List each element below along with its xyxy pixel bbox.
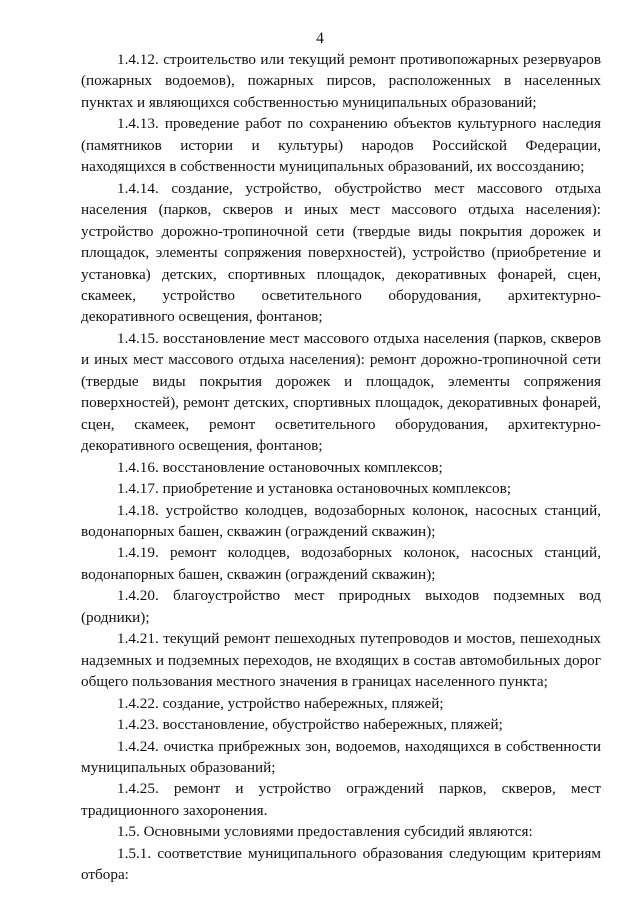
paragraph-1-5-1: 1.5.1. соответствие муниципального образования следующим критериям отбора: [81, 844, 601, 884]
paragraph-1-4-12: 1.4.12. строительство или текущий ремонт противопожарных резервуаров (пожарных водоемов), пожарных пирсов, расположенных в населенных пунктах и являющихся собственностью муниципальных образований; [81, 51, 601, 111]
paragraph-1-4-18: 1.4.18. устройство колодцев, водозаборных колонок, насосных станций, водонапорных башен, скважин (ограждений скважин); [81, 501, 601, 540]
paragraph-1-4-17: 1.4.17. приобретение и установка остановочных комплексов; [117, 480, 511, 498]
paragraph-1-4-23: 1.4.23. восстановление, обустройство набережных, пляжей; [117, 716, 503, 734]
paragraph-1-4-16: 1.4.16. восстановление остановочных комплексов; [117, 458, 443, 476]
paragraph-1-4-14: 1.4.14. создание, устройство, обустройство мест массового отдыха населения (парков, скверов и иных мест массового отдыха населения): устройство дорожно-тропиночной сети (твердые виды покрытия дорожек и площадок, элементы сопряжения поверхностей), устройство (приобретение и установка) детских, спортивных площадок, декоративных фонарей, сцен, скамеек, устройство осветительного оборудования, архитектурно-декоративного освещения, фонтанов; [81, 179, 601, 326]
paragraph-1-4-20: 1.4.20. благоустройство мест природных выходов подземных вод (родники); [81, 587, 601, 626]
paragraph-1-4-15: 1.4.15. восстановление мест массового отдыха населения (парков, скверов и иных мест массового отдыха населения): ремонт дорожно-тропиночной сети (твердые виды покрытия дорожек и площадок, элементы сопряжения поверхностей), ремонт детских, спортивных площадок, декоративных фонарей, сцен, скамеек, ремонт осветительного оборудования, архитектурно-декоративного освещения, фонтанов; [81, 329, 601, 455]
paragraph-1-4-21: 1.4.21. текущий ремонт пешеходных путепроводов и мостов, пешеходных надземных и подземных переходов, не входящих в состав автомобильных дорог общего пользования местного значения в границах населенного пункта; [81, 630, 601, 691]
page-number: 4 [316, 30, 324, 47]
paragraph-1-4-19: 1.4.19. ремонт колодцев, водозаборных колонок, насосных станций, водонапорных башен, скважин (ограждений скважин); [81, 544, 601, 583]
paragraph-1-4-25: 1.4.25. ремонт и устройство ограждений парков, скверов, мест традиционного захоронения. [81, 780, 601, 819]
paragraph-1-4-13: 1.4.13. проведение работ по сохранению объектов культурного наследия (памятников истории и культуры) народов Российской Федерации, находящихся в собственности муниципальных образований, их воссозданию; [81, 115, 601, 176]
paragraph-1-5: 1.5. Основными условиями предоставления субсидий являются: [117, 823, 533, 841]
paragraph-1-4-22: 1.4.22. создание, устройство набережных, пляжей; [117, 694, 444, 712]
document-body [81, 49, 601, 886]
paragraph-1-4-24: 1.4.24. очистка прибрежных зон, водоемов, находящихся в собственности муниципальных образований; [81, 737, 601, 776]
